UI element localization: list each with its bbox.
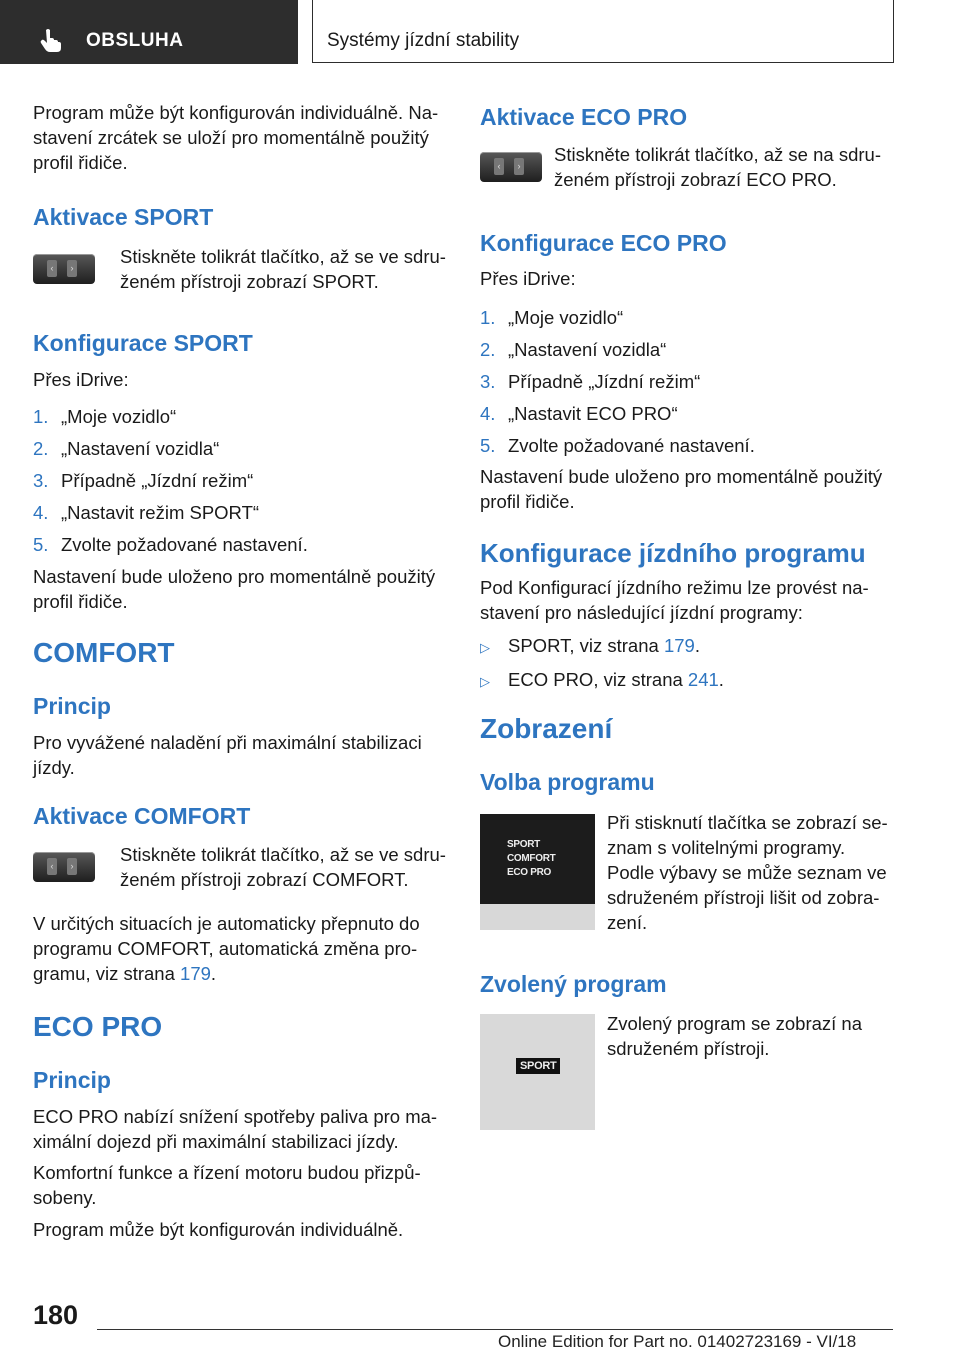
section-label: OBSLUHA: [86, 30, 184, 51]
heading-eco-pro: ECO PRO: [33, 1011, 163, 1042]
heading-princip: Princip: [33, 693, 111, 719]
heading-konfigurace-sport: Konfigurace SPORT: [33, 330, 253, 356]
section-tab: [0, 0, 298, 64]
volba-text: Při stisknutí tlačítka se zobrazí se- znam s volitelnými programy. Podle výbavy se může seznam ve sdruženém přístroji lišit od zobra- zení.: [607, 812, 888, 933]
list-item: 4. „Nastavit režim SPORT“: [33, 502, 260, 523]
aktivace-comfort-text: Stiskněte tolikrát tlačítko, až se ve sdru- ženém přístroji zobrazí COMFORT.: [120, 844, 446, 890]
list-item: 4. „Nastavit ECO PRO“: [480, 403, 678, 424]
triangle-bullet-icon: ▷: [480, 674, 490, 689]
list-item: 1. „Moje vozidlo“: [480, 307, 624, 328]
program-bullets: [480, 633, 724, 694]
list-item: ▷ SPORT, viz strana 179.: [480, 633, 724, 660]
intro-paragraph: Program může být konfigurován individuálně. Na- stavení zrcátek se uloží pro momentálně použitý profil řidiče.: [33, 102, 439, 173]
individual-config-text: Program může být konfigurován individuálně.: [33, 1219, 404, 1240]
princip-eco-text: ECO PRO nabízí snížení spotřeby paliva pro ma- ximální dojezd při maximální stabilizaci jízdy.: [33, 1106, 438, 1152]
via-idrive-text: Přes iDrive:: [33, 369, 129, 390]
heading-konfigurace-programu: Konfigurace jízdního programu: [480, 538, 866, 568]
footer-divider: [97, 1329, 893, 1330]
heading-zobrazeni: Zobrazení: [480, 713, 613, 744]
chapter-header: [312, 0, 894, 63]
list-item: 1. „Moje vozidlo“: [33, 406, 177, 427]
heading-aktivace-eco: Aktivace ECO PRO: [480, 104, 688, 130]
page-link[interactable]: 179: [180, 963, 211, 984]
heading-konfigurace-eco: Konfigurace ECO PRO: [480, 230, 727, 256]
program-list-image: SPORT COMFORT ECO PRO: [480, 814, 595, 930]
eco-steps-list: [480, 305, 755, 458]
heading-comfort: COMFORT: [33, 637, 175, 668]
list-item: ▷ ECO PRO, viz strana 241.: [480, 667, 724, 694]
list-item: 3. Případně „Jízdní režim“: [480, 371, 701, 392]
sport-steps-list: [33, 404, 308, 557]
princip-comfort-text: Pro vyvážené naladění při maximální stabilizaci jízdy.: [33, 732, 422, 778]
aktivace-sport-text: Stiskněte tolikrát tlačítko, až se ve sdru- ženém přístroji zobrazí SPORT.: [120, 246, 446, 292]
heading-aktivace-sport: Aktivace SPORT: [33, 204, 214, 230]
list-item: 5. Zvolte požadované nastavení.: [33, 534, 308, 555]
edition-note: Online Edition for Part no. 01402723169 - VI/18: [498, 1332, 857, 1351]
mode-button-icon: ‹ ›: [480, 152, 542, 182]
zvoleny-text: Zvolený program se zobrazí na sdruženém přístroji.: [607, 1013, 863, 1059]
list-item: 5. Zvolte požadované nastavení.: [480, 435, 755, 456]
hand-pointer-icon: [40, 28, 62, 57]
aktivace-eco-text: Stiskněte tolikrát tlačítko, až se na sdru- ženém přístroji zobrazí ECO PRO.: [554, 144, 881, 190]
auto-switch-paragraph: V určitých situacích je automaticky přepnuto do programu COMFORT, automatická změna pro- gramu, viz strana 179.: [33, 913, 420, 984]
heading-volba-programu: Volba programu: [480, 769, 655, 795]
heading-zvoleny-program: Zvolený program: [480, 971, 667, 997]
heading-aktivace-comfort: Aktivace COMFORT: [33, 803, 251, 829]
mode-button-icon: ‹ ›: [33, 254, 95, 284]
chapter-title: Systémy jízdní stability: [327, 30, 520, 51]
heading-princip: Princip: [33, 1067, 111, 1093]
page-number: 180: [33, 1300, 79, 1330]
page-link[interactable]: 179: [663, 635, 695, 656]
triangle-bullet-icon: ▷: [480, 640, 490, 655]
page-link[interactable]: 241: [687, 669, 719, 690]
list-item: 3. Případně „Jízdní režim“: [33, 470, 254, 491]
list-item: 2. „Nastavení vozidla“: [480, 339, 667, 360]
via-idrive-text: Přes iDrive:: [480, 268, 576, 289]
comfort-functions-text: Komfortní funkce a řízení motoru budou přizpů- sobeny.: [33, 1162, 421, 1208]
conf-prog-text: Pod Konfigurací jízdního režimu lze provést na- stavení pro následující jízdní programy:: [480, 577, 869, 623]
saved-paragraph: Nastavení bude uloženo pro momentálně použitý profil řidiče.: [33, 566, 436, 612]
saved-paragraph: Nastavení bude uloženo pro momentálně použitý profil řidiče.: [480, 466, 883, 512]
mode-button-icon: ‹ ›: [33, 852, 95, 882]
list-item: 2. „Nastavení vozidla“: [33, 438, 220, 459]
selected-program-image: SPORT: [480, 1014, 595, 1130]
